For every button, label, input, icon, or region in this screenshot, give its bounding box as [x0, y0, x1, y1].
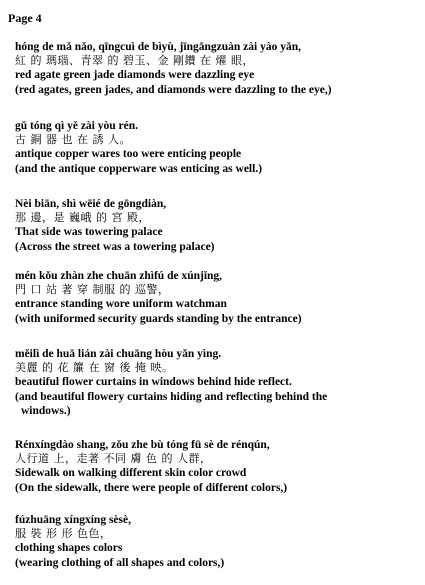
gloss-line: That side was towering palace	[15, 226, 163, 239]
hanzi-line: 紅 的 瑪瑙、青翠 的 碧玉、金 剛鑽 在 燿 眼，	[15, 54, 254, 68]
stanza	[15, 269, 415, 326]
stanza	[15, 347, 415, 418]
stanza	[15, 197, 415, 254]
hanzi-line: 門 口 站 著 穿 制服 的 巡警，	[15, 283, 170, 297]
stanza	[15, 40, 415, 97]
translation-line-continued: windows.)	[21, 404, 71, 417]
translation-line: (wearing clothing of all shapes and colors,)	[15, 556, 225, 569]
hanzi-line: 美麗 的 花 簾 在 窗 後 掩 映。	[15, 361, 174, 375]
gloss-line: beautiful flower curtains in windows behind hide reflect.	[15, 376, 292, 389]
stanza	[15, 513, 415, 570]
gloss-line: red agate green jade diamonds were dazzling eye	[15, 69, 255, 82]
page-label: Page 4	[8, 11, 42, 25]
gloss-line: antique copper wares too were enticing people	[15, 148, 242, 161]
hanzi-line: 那 邊，是 巍峨 的 宮 殿，	[15, 211, 150, 225]
hanzi-line: 服 裝 形 形 色色，	[15, 527, 112, 541]
gloss-line: Sidewalk on walking different skin color crowd	[15, 467, 247, 480]
pinyin-line: gǔ tóng qì yě zài yòu rén.	[15, 120, 138, 132]
pinyin-line: fúzhuāng xíngxíng sèsè,	[15, 514, 131, 526]
translation-line: (On the sidewalk, there were people of different colors,)	[15, 481, 288, 494]
translation-line: (red agates, green jades, and diamonds were dazzling to the eye,)	[15, 83, 332, 96]
pinyin-line: měilì de huā lián zài chuāng hòu yǎn yìng.	[15, 348, 222, 360]
gloss-line: clothing shapes colors	[15, 542, 123, 555]
gloss-line: entrance standing wore uniform watchman	[15, 298, 227, 311]
translation-line: (with uniformed security guards standing by the entrance)	[15, 312, 302, 325]
hanzi-line: 人行道 上，走著 不同 膚 色 的 人群，	[15, 452, 212, 466]
pinyin-line: Nèi biān, shì wēié de gōngdiàn,	[15, 198, 167, 210]
pinyin-line: mén kǒu zhàn zhe chuān zhìfú de xúnjǐng,	[15, 270, 223, 282]
stanza	[15, 119, 415, 176]
translation-line: (and the antique copperware was enticing as well.)	[15, 162, 263, 175]
pinyin-line: Rénxíngdào shang, zǒu zhe bù tóng fū sè de rénqún,	[15, 439, 270, 451]
translation-line: (Across the street was a towering palace)	[15, 240, 215, 253]
hanzi-line: 古 銅 器 也 在 誘 人。	[15, 133, 131, 147]
translation-line: (and beautiful flowery curtains hiding and reflecting behind the	[15, 390, 328, 403]
stanza	[15, 438, 415, 495]
pinyin-line: hóng de mǎ nǎo, qīngcuì de bìyù, jīngāngzuàn zài yào yǎn,	[15, 41, 301, 53]
